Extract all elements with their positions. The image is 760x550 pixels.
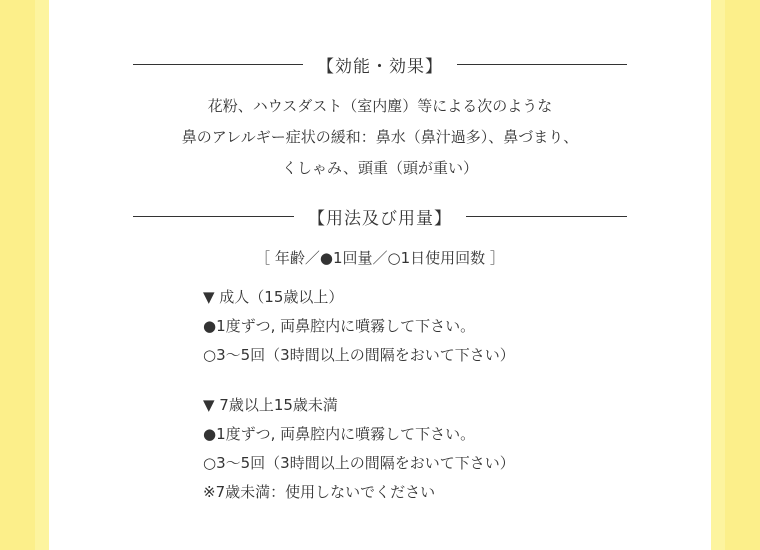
efficacy-heading-row bbox=[133, 50, 627, 78]
group-title: ▼ 7歳以上15歳未満 bbox=[203, 396, 338, 414]
dosage-heading: 【用法及び用量】 bbox=[308, 208, 452, 229]
right-border-band bbox=[711, 0, 725, 550]
left-border-band bbox=[35, 0, 49, 550]
group-frequency: ○3～5回（3時間以上の間隔をおいて下さい） bbox=[203, 454, 515, 472]
heading-rule-left bbox=[133, 64, 303, 65]
group-note: ※7歳未満：使用しないでください bbox=[203, 483, 436, 501]
dosage-group-adult bbox=[203, 283, 515, 370]
content-panel bbox=[49, 0, 711, 550]
efficacy-line: 鼻のアレルギー症状の緩和：鼻水（鼻汁過多）、鼻づまり、 bbox=[181, 128, 579, 146]
efficacy-text bbox=[89, 91, 671, 184]
efficacy-line: 花粉、ハウスダスト（室内塵）等による次のような bbox=[207, 97, 553, 115]
dosage-group-child bbox=[203, 391, 515, 507]
group-dose: ●1度ずつ, 両鼻腔内に噴霧して下さい。 bbox=[203, 317, 476, 335]
efficacy-heading: 【効能・効果】 bbox=[317, 56, 443, 77]
heading-rule-left bbox=[133, 216, 294, 217]
group-dose: ●1度ずつ, 両鼻腔内に噴霧して下さい。 bbox=[203, 425, 476, 443]
heading-rule-right bbox=[457, 64, 627, 65]
dosage-column-header: ［ 年齢／●1回量／○1日使用回数 ］ bbox=[255, 249, 505, 267]
dosage-heading-row bbox=[133, 202, 627, 230]
group-frequency: ○3～5回（3時間以上の間隔をおいて下さい） bbox=[203, 346, 515, 364]
heading-rule-right bbox=[466, 216, 627, 217]
efficacy-line: くしゃみ、頭重（頭が重い） bbox=[282, 159, 478, 177]
group-title: ▼ 成人（15歳以上） bbox=[203, 288, 344, 306]
